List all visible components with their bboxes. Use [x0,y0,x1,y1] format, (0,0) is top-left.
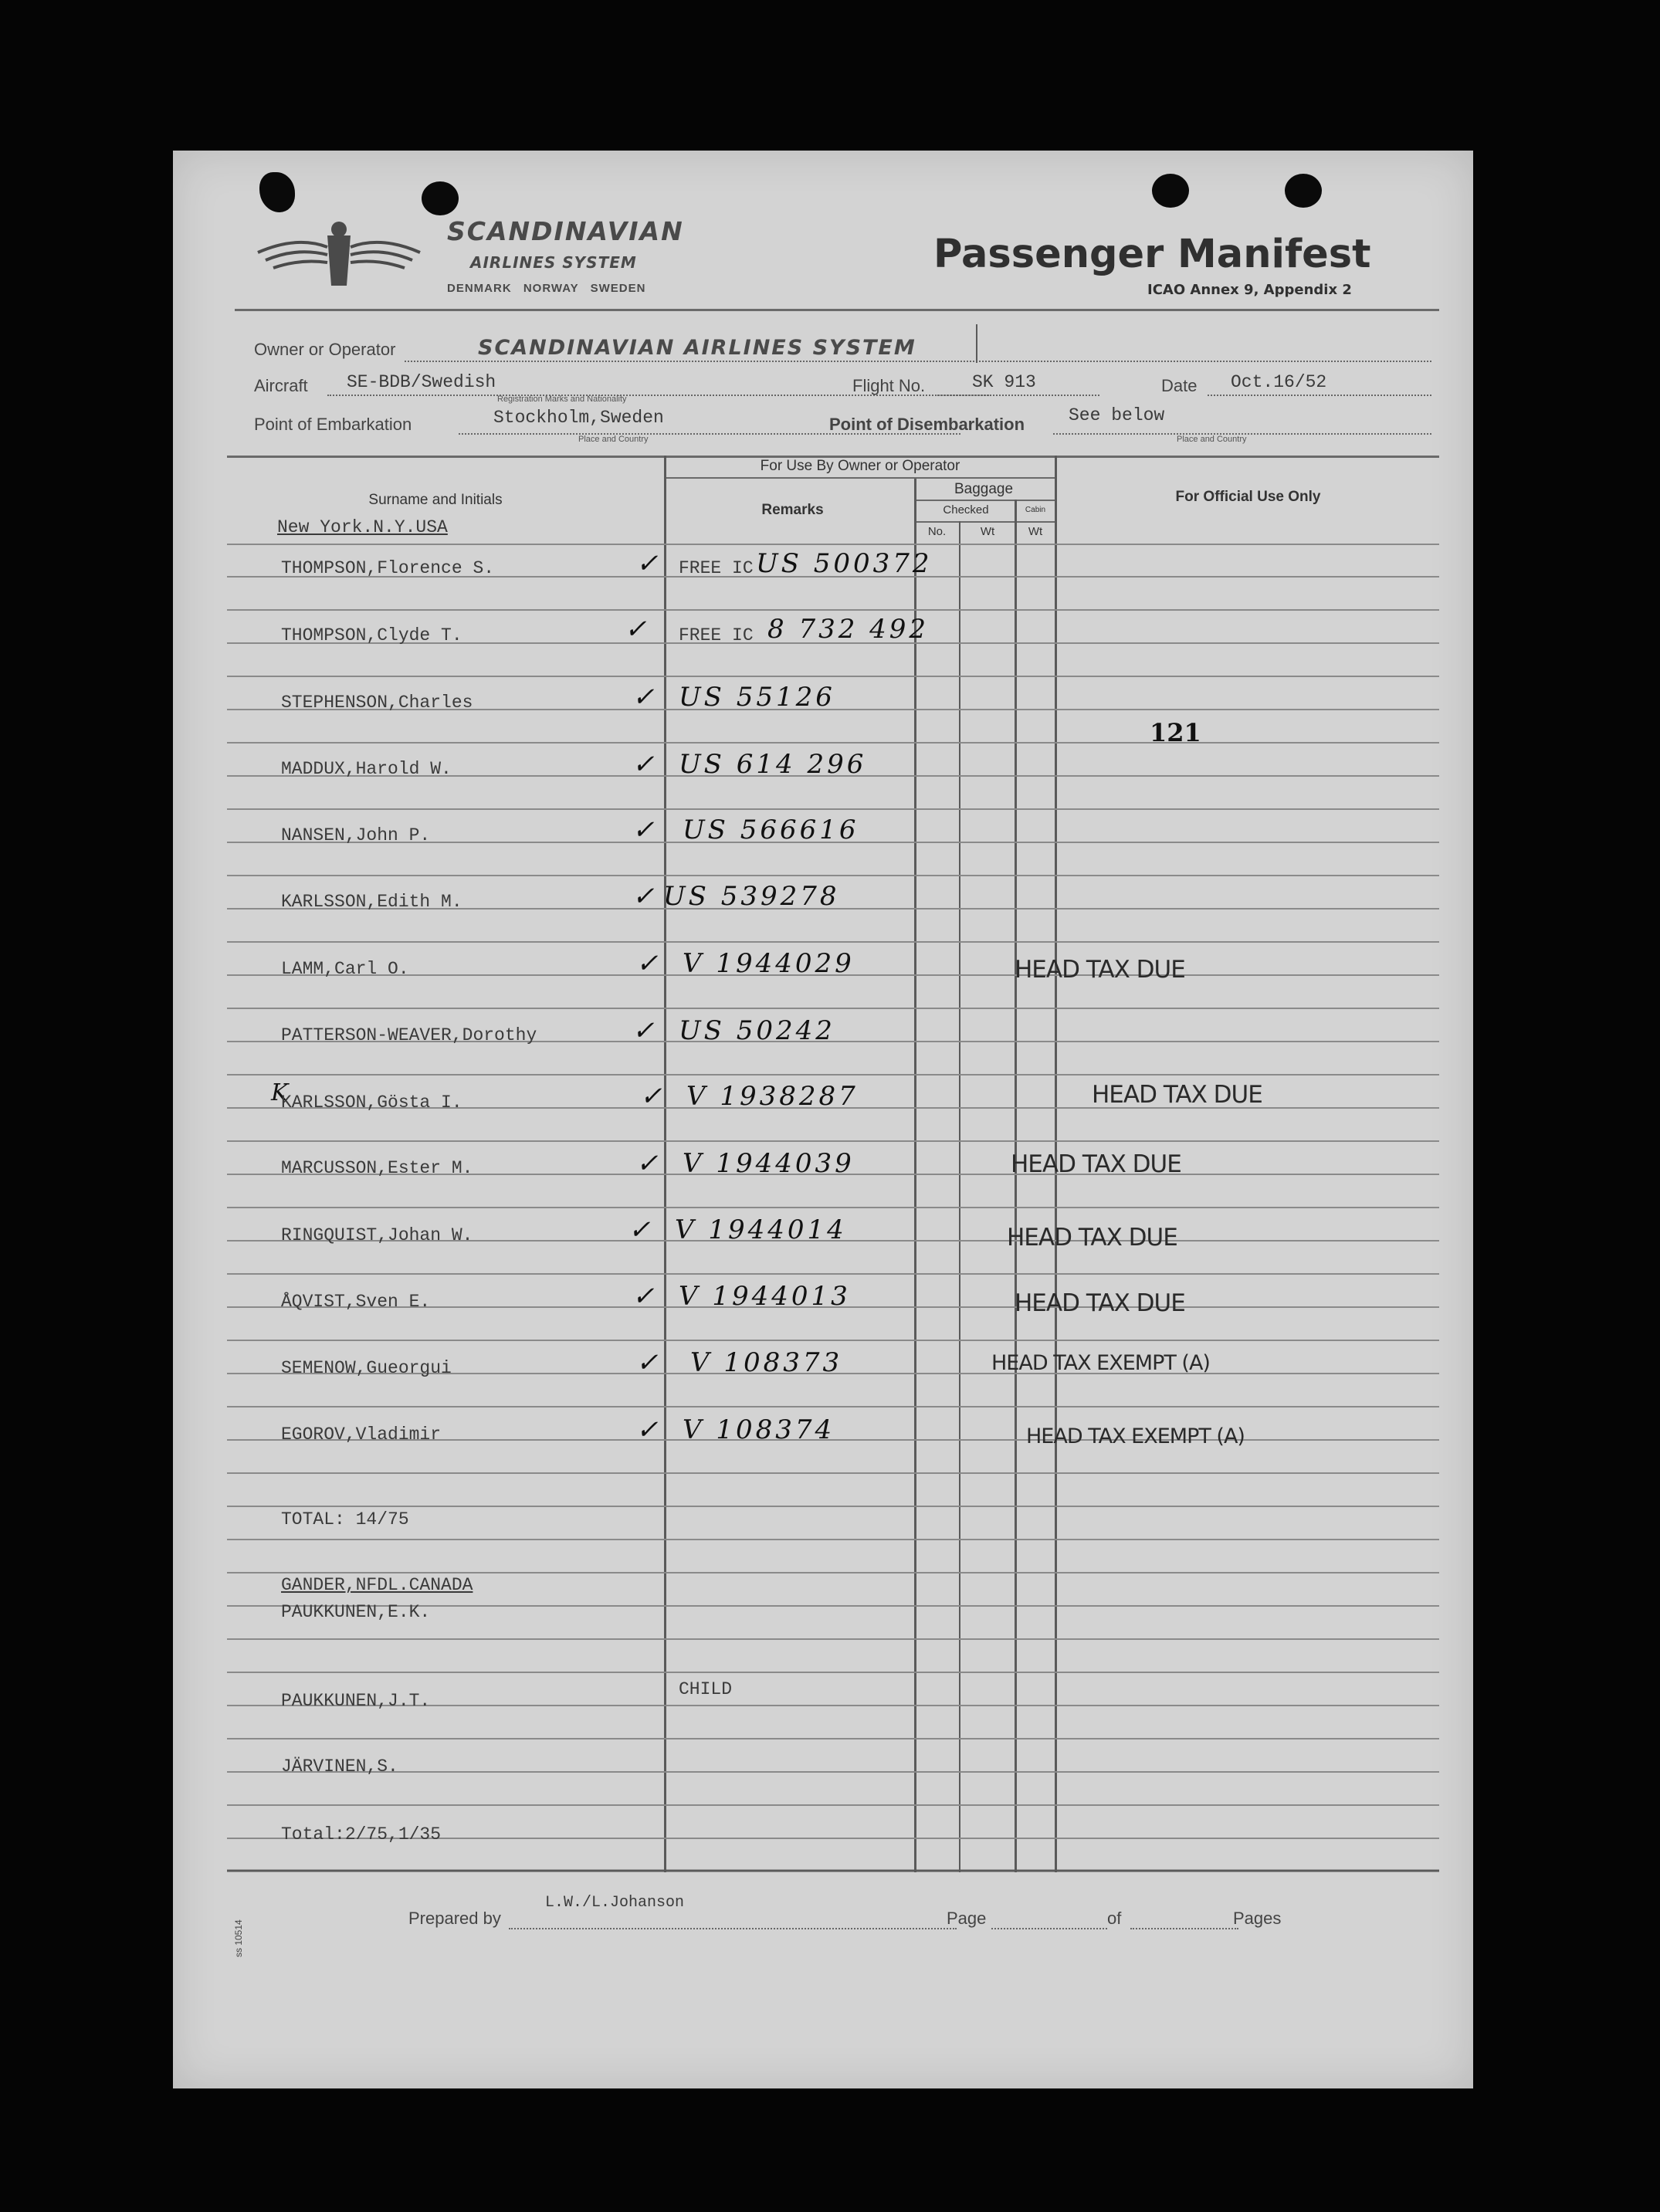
passport-number: US 50242 [679,1015,835,1046]
official-stamp: HEAD TAX DUE [1015,1289,1185,1317]
passenger-name: STEPHENSON,Charles [281,693,473,713]
airline-countries: DENMARK NORWAY SWEDEN [447,282,646,295]
check-mark: ✓ [625,614,647,645]
total-gander: Total:2/75,1/35 [281,1824,442,1844]
checked-header: Checked [943,503,989,517]
prepared-by-label: Prepared by [408,1909,501,1928]
check-mark: ✓ [632,1015,655,1046]
ink-blot [259,172,295,212]
of-line [1130,1928,1238,1929]
official-stamp: HEAD TAX DUE [1092,1081,1262,1109]
check-mark: ✓ [636,1347,659,1378]
flight-value: SK 913 [972,372,1036,392]
destination-new-york: New York.N.Y.USA [277,517,448,537]
document-subtitle: ICAO Annex 9, Appendix 2 [1147,282,1352,298]
surname-header: Surname and Initials [368,492,503,508]
official-stamp: HEAD TAX DUE [1011,1150,1181,1178]
passenger-name: LAMM,Carl O. [281,959,409,979]
owner-line [405,361,1431,362]
passenger-name: NANSEN,John P. [281,825,431,845]
check-mark: ✓ [636,1414,659,1445]
passenger-name-gander: PAUKKUNEN,J.T. [281,1691,431,1711]
passenger-name: MARCUSSON,Ester M. [281,1158,473,1178]
official-use-header: For Official Use Only [1175,489,1321,505]
embarkation-value: Stockholm,Sweden [493,408,664,428]
official-stamp: HEAD TAX EXEMPT (A) [991,1351,1210,1375]
owner-use-header: For Use By Owner or Operator [760,458,960,474]
baggage-rule [914,500,1055,501]
page-line [991,1928,1107,1929]
form-code: ss 10514 [233,1919,244,1957]
passport-number: 8 732 492 [767,614,930,645]
check-mark: ✓ [636,948,659,979]
owner-value: SCANDINAVIAN AIRLINES SYSTEM [478,336,916,360]
airline-logo-icon [250,212,428,297]
passport-number: V 1944039 [683,1148,855,1179]
passport-number: US 566616 [683,815,859,845]
prepared-by-value: L.W./L.Johanson [545,1894,685,1912]
embarkation-caption: Place and Country [578,435,649,444]
ruled-lines [227,537,1439,1876]
margin-mark: K [271,1079,289,1106]
passport-number: US 614 296 [679,749,867,780]
owner-label: Owner or Operator [254,340,396,359]
passport-number: V 108374 [683,1414,835,1445]
check-mark: ✓ [636,1148,659,1179]
manifest-sheet [173,151,1473,2088]
passenger-name: KARLSSON,Gösta I. [281,1092,462,1113]
embarkation-label: Point of Embarkation [254,415,412,434]
check-mark: ✓ [632,1281,655,1312]
airline-name: SCANDINAVIAN [447,216,684,246]
check-mark: ✓ [632,749,655,780]
punch-hole-1 [422,181,459,215]
passenger-remarks: FREE IC [679,558,754,578]
prepared-by-line [509,1928,957,1929]
passenger-name: EGOROV,Vladimir [281,1424,442,1445]
of-label: of [1107,1909,1122,1928]
passport-number: V 108373 [690,1347,843,1378]
passenger-name-gander: PAUKKUNEN,E.K. [281,1602,431,1622]
check-mark: ✓ [632,815,655,845]
passenger-remarks: FREE IC [679,625,754,645]
passenger-name: SEMENOW,Gueorgui [281,1358,452,1378]
document-title: Passenger Manifest [933,232,1371,277]
aircraft-value: SE-BDB/Swedish [347,372,496,392]
check-mark: ✓ [632,682,655,713]
date-value: Oct.16/52 [1231,372,1327,392]
owner-tick [976,324,977,363]
date-line [1208,395,1431,396]
official-number: 121 [1150,718,1201,747]
cabin-wt-header: Wt [1028,525,1043,538]
wt-header: Wt [980,525,995,538]
passport-number: V 1944014 [675,1214,847,1245]
passport-number: US 500372 [756,548,933,579]
check-mark: ✓ [640,1081,662,1112]
destination-gander: GANDER,NFDL.CANADA [281,1575,473,1595]
official-stamp: HEAD TAX EXEMPT (A) [1026,1424,1245,1448]
passenger-name: PATTERSON-WEAVER,Dorothy [281,1025,537,1045]
disembarkation-label: Point of Disembarkation [829,415,1025,434]
total-new-york: TOTAL: 14/75 [281,1509,409,1529]
aircraft-caption: Registration Marks and Nationality [497,395,627,404]
flight-label: Flight No. [852,376,926,395]
check-mark: ✓ [628,1214,651,1245]
header-rule [235,309,1439,311]
passenger-name: MADDUX,Harold W. [281,759,452,779]
passenger-name: KARLSSON,Edith M. [281,892,462,912]
flight-line [937,395,1099,396]
check-mark: ✓ [632,881,655,912]
punch-hole-2 [1152,174,1189,208]
passport-number: US 539278 [663,881,840,912]
passenger-name-gander: JÄRVINEN,S. [281,1756,398,1777]
owner-use-rule [665,477,1055,479]
passenger-name: THOMPSON,Clyde T. [281,625,462,645]
passport-number: V 1944029 [683,948,855,979]
remarks-header: Remarks [761,502,824,518]
disembarkation-caption: Place and Country [1177,435,1247,444]
disembarkation-value: See below [1069,405,1165,425]
page-label: Page [947,1909,987,1928]
aircraft-label: Aircraft [254,376,308,395]
cabin-header: Cabin [1025,506,1046,514]
airline-subtitle: AIRLINES SYSTEM [470,253,637,272]
passenger-name: RINGQUIST,Johan W. [281,1225,473,1245]
no-header: No. [927,525,947,538]
pages-label: Pages [1233,1909,1282,1928]
passport-number: V 1938287 [686,1081,859,1112]
passenger-name: ÅQVIST,Sven E. [281,1292,431,1312]
official-stamp: HEAD TAX DUE [1015,956,1185,984]
passport-number: V 1944013 [679,1281,851,1312]
passenger-name: THOMPSON,Florence S. [281,558,495,578]
check-mark: ✓ [636,548,659,579]
punch-hole-3 [1285,174,1322,208]
date-label: Date [1161,376,1198,395]
official-stamp: HEAD TAX DUE [1007,1224,1177,1252]
passport-number: US 55126 [679,682,835,713]
passenger-remarks-gander: CHILD [679,1679,733,1699]
checked-rule [914,521,1055,523]
baggage-header: Baggage [954,481,1014,497]
